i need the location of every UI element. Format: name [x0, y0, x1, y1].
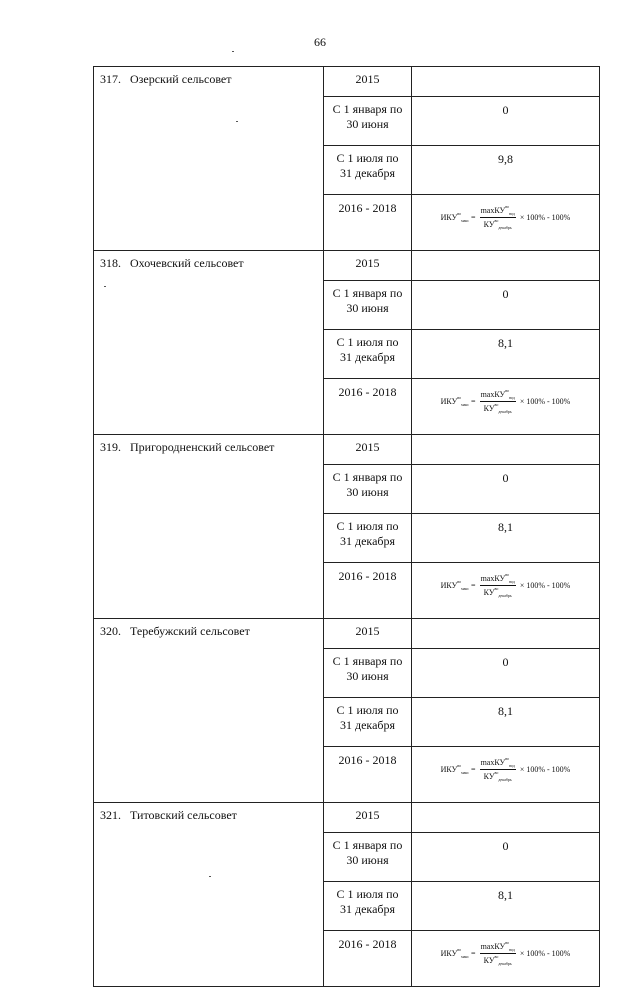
- value-empty: [412, 251, 600, 281]
- value-jul-dec: 8,1: [412, 330, 600, 379]
- value-jan-jun: 0: [412, 649, 600, 698]
- value-jul-dec: 8,1: [412, 698, 600, 747]
- period-line: С 1 января по: [332, 654, 403, 668]
- period-line: С 1 июля по: [336, 887, 399, 901]
- value-empty: [412, 803, 600, 833]
- value-jan-jun: 0: [412, 465, 600, 514]
- period-year: 2015: [324, 619, 412, 649]
- iku-formula: [441, 941, 571, 966]
- table-row: [94, 803, 600, 833]
- settlement-name-cell: [94, 619, 324, 803]
- formula-fraction: [480, 573, 516, 598]
- value-jul-dec: 8,1: [412, 882, 600, 931]
- settlement-name-cell: [94, 803, 324, 987]
- formula-cell: [412, 195, 600, 251]
- iku-formula: [441, 205, 571, 230]
- formula-lhs: $ИКУ^{во}_{макс}$: [440, 211, 470, 223]
- iku-formula: [441, 389, 571, 414]
- entry-number: 318.: [100, 256, 121, 270]
- formula-equals: =: [471, 764, 476, 774]
- period-jan-jun: [324, 97, 412, 146]
- period-jan-jun: [324, 465, 412, 514]
- period-2016-2018: 2016 - 2018: [324, 563, 412, 619]
- period-line: С 1 января по: [332, 102, 403, 116]
- formula-numerator: maxКУ$^{во}_{вод}$: [480, 388, 515, 400]
- period-line: 30 июня: [346, 485, 389, 499]
- period-2016-2018: 2016 - 2018: [324, 195, 412, 251]
- period-jan-jun: [324, 833, 412, 882]
- period-line: 31 декабря: [339, 166, 396, 180]
- formula-denominator: $КУ^{во}_{декабрь}$: [483, 586, 512, 598]
- period-year: 2015: [324, 67, 412, 97]
- period-line: С 1 января по: [332, 838, 403, 852]
- period-year: 2015: [324, 803, 412, 833]
- formula-denominator: $КУ^{во}_{декабрь}$: [483, 402, 512, 414]
- period-line: 31 декабря: [339, 534, 396, 548]
- scan-speck: [232, 51, 234, 52]
- formula-numerator: maxКУ$^{во}_{вод}$: [480, 756, 515, 768]
- formula-fraction: [480, 389, 516, 414]
- entry-number: 319.: [100, 440, 121, 454]
- period-jul-dec: [324, 698, 412, 747]
- formula-lhs: $ИКУ^{во}_{макс}$: [440, 763, 470, 775]
- formula-cell: [412, 563, 600, 619]
- page-number: 66: [314, 35, 326, 49]
- formula-cell: [412, 931, 600, 987]
- period-line: 30 июня: [346, 853, 389, 867]
- table-row: [94, 619, 600, 649]
- period-line: С 1 января по: [332, 286, 403, 300]
- formula-equals: =: [471, 580, 476, 590]
- formula-tail: × 100% - 100%: [519, 948, 571, 958]
- entry-number: 317.: [100, 72, 121, 86]
- formula-denominator: $КУ^{во}_{декабрь}$: [483, 954, 512, 966]
- settlement-name: Озерский сельсовет: [130, 72, 232, 86]
- formula-tail: × 100% - 100%: [519, 764, 571, 774]
- formula-tail: × 100% - 100%: [519, 396, 571, 406]
- period-jul-dec: [324, 882, 412, 931]
- period-line: 31 декабря: [339, 902, 396, 916]
- period-line: С 1 июля по: [336, 335, 399, 349]
- period-jul-dec: [324, 146, 412, 195]
- settlement-name: Пригородненский сельсовет: [130, 440, 275, 454]
- formula-fraction: [480, 757, 516, 782]
- period-line: 30 июня: [346, 301, 389, 315]
- period-line: С 1 июля по: [336, 151, 399, 165]
- formula-denominator: $КУ^{во}_{декабрь}$: [483, 218, 512, 230]
- period-line: С 1 января по: [332, 470, 403, 484]
- formula-equals: =: [471, 212, 476, 222]
- table-row: [94, 67, 600, 97]
- period-year: 2015: [324, 251, 412, 281]
- period-2016-2018: 2016 - 2018: [324, 747, 412, 803]
- formula-lhs: $ИКУ^{во}_{макс}$: [440, 947, 470, 959]
- settlement-name-cell: [94, 251, 324, 435]
- table-row: [94, 435, 600, 465]
- entry-number: 320.: [100, 624, 121, 638]
- period-jul-dec: [324, 514, 412, 563]
- period-line: 31 декабря: [339, 350, 396, 364]
- period-jan-jun: [324, 281, 412, 330]
- formula-numerator: maxКУ$^{во}_{вод}$: [480, 940, 515, 952]
- formula-numerator: maxКУ$^{во}_{вод}$: [480, 572, 515, 584]
- value-jul-dec: 8,1: [412, 514, 600, 563]
- formula-fraction: [480, 941, 516, 966]
- value-jan-jun: 0: [412, 833, 600, 882]
- period-line: С 1 июля по: [336, 519, 399, 533]
- formula-lhs: $ИКУ^{во}_{макс}$: [440, 579, 470, 591]
- formula-tail: × 100% - 100%: [519, 212, 571, 222]
- formula-equals: =: [471, 396, 476, 406]
- formula-cell: [412, 379, 600, 435]
- settlement-name: Охочевский сельсовет: [130, 256, 244, 270]
- formula-equals: =: [471, 948, 476, 958]
- settlement-name: Теребужский сельсовет: [130, 624, 250, 638]
- settlement-name-cell: [94, 67, 324, 251]
- iku-formula: [441, 573, 571, 598]
- formula-tail: × 100% - 100%: [519, 580, 571, 590]
- value-empty: [412, 435, 600, 465]
- value-empty: [412, 619, 600, 649]
- period-line: 30 июня: [346, 117, 389, 131]
- formula-fraction: [480, 205, 516, 230]
- period-year: 2015: [324, 435, 412, 465]
- table-row: [94, 251, 600, 281]
- period-line: 30 июня: [346, 669, 389, 683]
- formula-numerator: maxКУ$^{во}_{вод}$: [480, 204, 515, 216]
- period-jul-dec: [324, 330, 412, 379]
- period-line: 31 декабря: [339, 718, 396, 732]
- iku-formula: [441, 757, 571, 782]
- formula-cell: [412, 747, 600, 803]
- period-line: С 1 июля по: [336, 703, 399, 717]
- period-2016-2018: 2016 - 2018: [324, 379, 412, 435]
- value-empty: [412, 67, 600, 97]
- value-jan-jun: 0: [412, 97, 600, 146]
- formula-denominator: $КУ^{во}_{декабрь}$: [483, 770, 512, 782]
- value-jan-jun: 0: [412, 281, 600, 330]
- formula-lhs: $ИКУ^{во}_{макс}$: [440, 395, 470, 407]
- settlement-name-cell: [94, 435, 324, 619]
- entry-number: 321.: [100, 808, 121, 822]
- period-2016-2018: 2016 - 2018: [324, 931, 412, 987]
- settlement-name: Титовский сельсовет: [130, 808, 237, 822]
- settlement-table: [93, 66, 600, 987]
- value-jul-dec: 9,8: [412, 146, 600, 195]
- period-jan-jun: [324, 649, 412, 698]
